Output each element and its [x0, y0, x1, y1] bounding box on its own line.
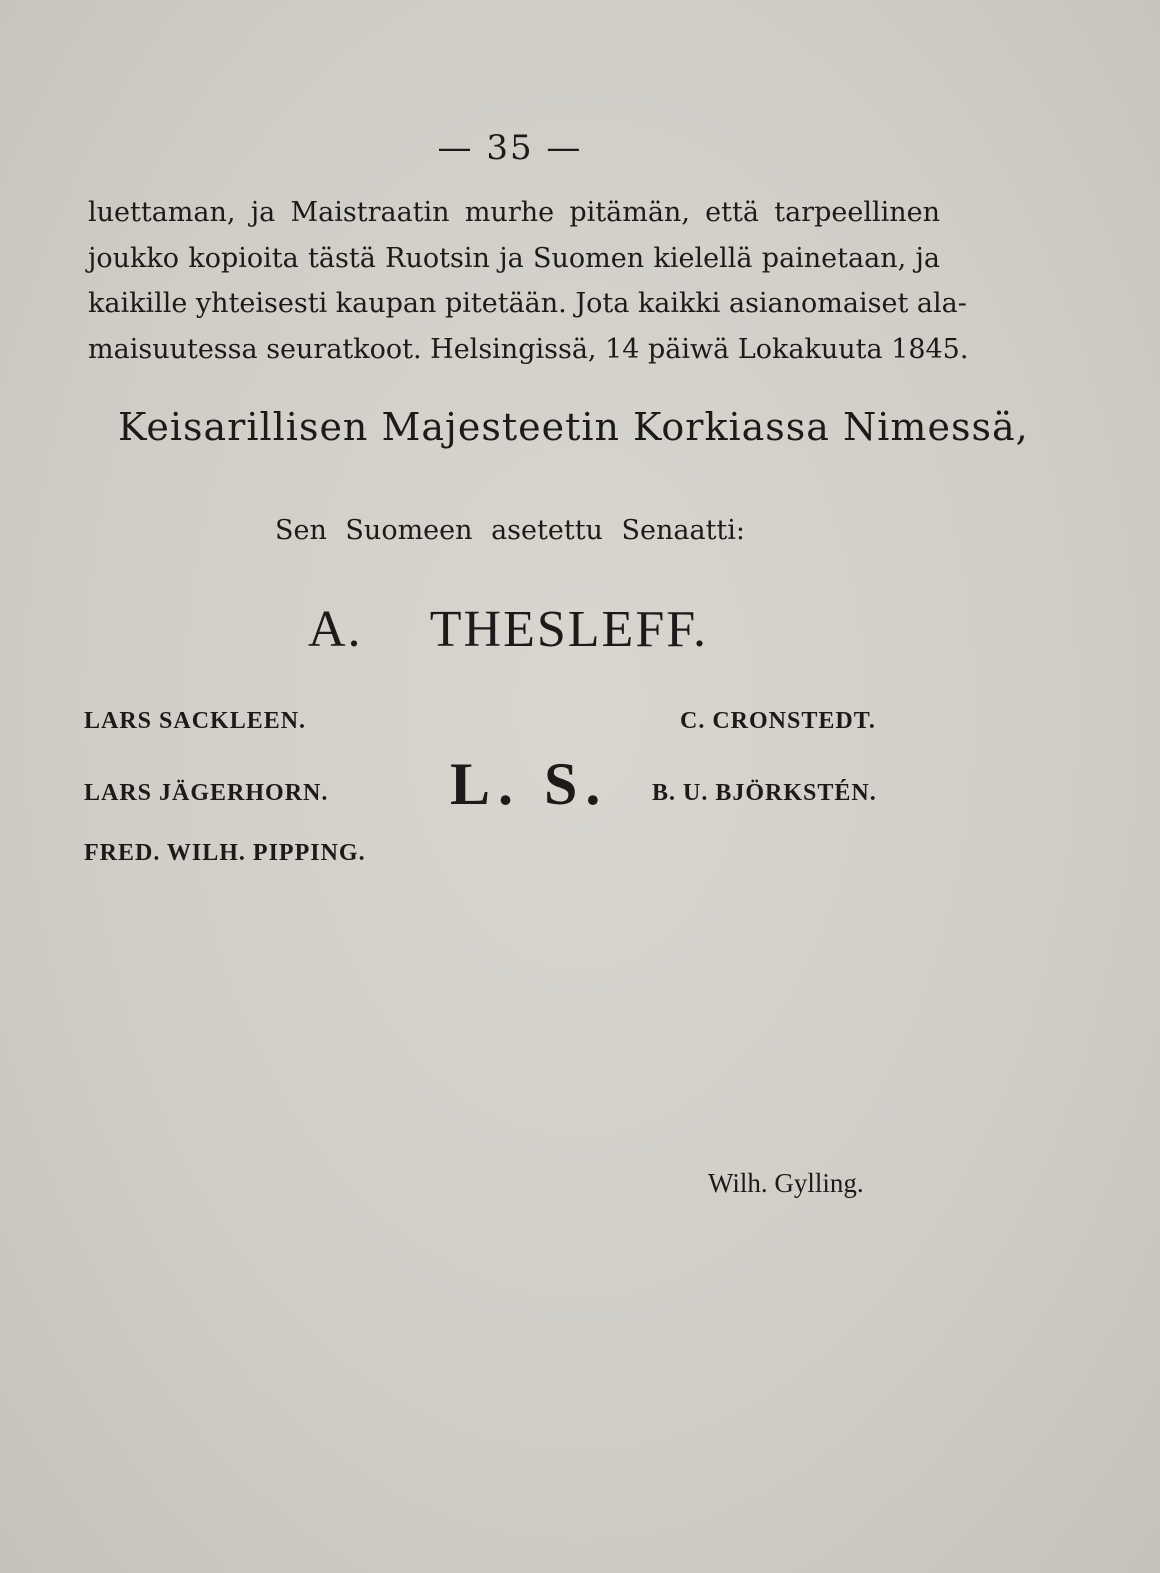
- majesty-heading: Keisarillisen Majesteetin Korkiassa Nimessä,: [118, 405, 1029, 449]
- senate-line: Sen Suomeen asetettu Senaatti:: [275, 515, 745, 546]
- signature-jagerhorn: LARS JÄGERHORN.: [84, 780, 329, 806]
- signature-pipping: FRED. WILH. PIPPING.: [84, 840, 366, 866]
- body-line: kaikille yhteisesti kaupan pitetään. Jota kaikki asianomaiset ala-: [88, 288, 967, 319]
- signature-sackleen: LARS SACKLEEN.: [84, 708, 307, 734]
- body-line: maisuutessa seuratkoot. Helsingissä, 14 päiwä Lokakuuta 1845.: [88, 333, 969, 365]
- signature-cronstedt: C. CRONSTEDT.: [680, 708, 876, 734]
- body-line: joukko kopioita tästä Ruotsin ja Suomen kielellä painetaan, ja: [88, 242, 940, 274]
- body-paragraph: [88, 190, 969, 372]
- principal-signature: A. THESLEFF.: [308, 601, 708, 658]
- secretary-signature: Wilh. Gylling.: [708, 1168, 864, 1198]
- locus-sigilli: L. S.: [450, 751, 609, 817]
- body-line: luettaman, ja Maistraatin murhe pitämän, että tarpeellinen: [88, 197, 940, 228]
- signature-bjorksten: B. U. BJÖRKSTÉN.: [652, 780, 877, 806]
- page-number: — 35 —: [437, 128, 583, 168]
